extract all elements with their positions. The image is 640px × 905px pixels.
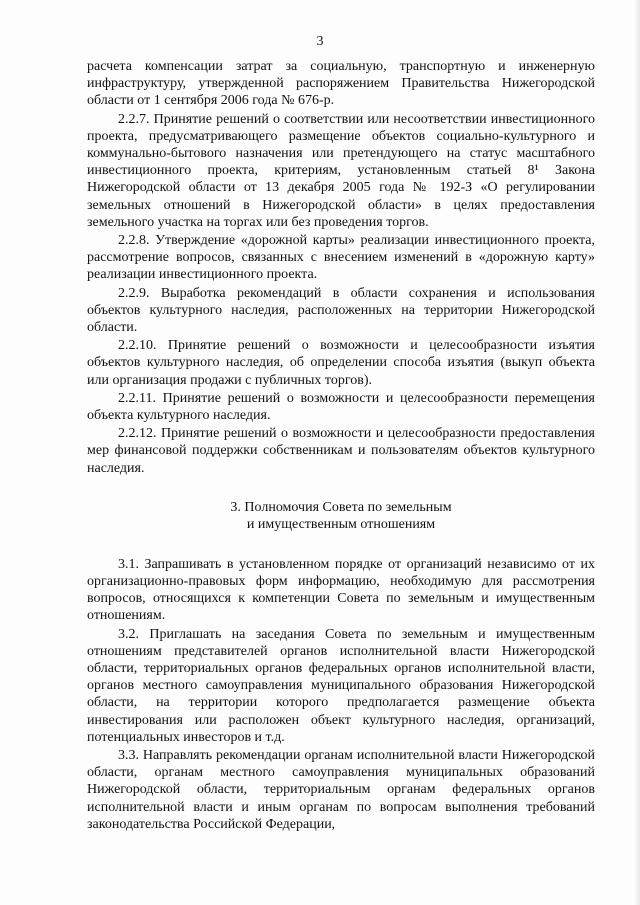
paragraph-2-2-8: 2.2.8. Утверждение «дорожной карты» реализации инвестиционного проекта, рассмотрение вопросов, связанных с внесением изменений в «дорожную карту» реализации инвестиционного проекта. bbox=[87, 233, 595, 283]
paragraph-continuation: расчета компенсации затрат за социальную, транспортную и инженерную инфраструктуру, утвержденной распоряжением Правительства Нижегородской области от 1 сентября 2006 года № 676-р. bbox=[87, 59, 595, 109]
paragraph-3-3: 3.3. Направлять рекомендации органам исполнительной власти Нижегородской области, органам местного самоуправления муниципальных образований Нижегородской области, территориальным органам федеральных органов исполнительной власти и иным органам по вопросам выполнения требований законодательства Российской Федерации, bbox=[87, 747, 595, 832]
section-heading bbox=[87, 499, 595, 534]
paragraph-2-2-7: 2.2.7. Принятие решений о соответствии или несоответствии инвестиционного проекта, предусматривающего размещение объектов социально-культурного и коммунально-бытового назначения или претендующего на статус масштабного инвестиционного проекта, критериям, установленным статьей 8¹ Закона Нижегородской области от 13 декабря 2005 года № 192-З «О регулировании земельных отношений в Нижегородской области» в целях предоставления земельного участка на торгах или без проведения торгов. bbox=[87, 111, 595, 230]
paragraph-3-1: 3.1. Запрашивать в установленном порядке от организаций независимо от их организационно-правовых форм информацию, необходимую для рассмотрения вопросов, относящихся к компетенции Совета по земельным и имущественным отношениям. bbox=[87, 556, 595, 624]
page-number: 3 bbox=[316, 34, 324, 49]
paragraph-2-2-10: 2.2.10. Принятие решений о возможности и целесообразности изъятия объектов культурного наследия, об определении способа изъятия (выкуп объекта или организация продажи с публичных торгов). bbox=[87, 338, 595, 388]
paragraph-2-2-9: 2.2.9. Выработка рекомендаций в области сохранения и использования объектов культурного наследия, расположенных на территории Нижегородской области. bbox=[87, 285, 595, 336]
paragraph-2-2-11: 2.2.11. Принятие решений о возможности и целесообразности перемещения объекта культурного наследия. bbox=[87, 390, 595, 424]
paragraph-2-2-12: 2.2.12. Принятие решений о возможности и целесообразности предоставления мер финансовой поддержки собственникам и пользователям объектов культурного наследия. bbox=[87, 426, 595, 476]
section-heading-line-2: и имущественным отношениям bbox=[246, 517, 436, 533]
document-body bbox=[87, 58, 595, 833]
paragraph-3-2: 3.2. Приглашать на заседания Совета по земельным и имущественным отношениям представителей органов исполнительной власти Нижегородской области, территориальных органов федеральных органов исполнительной власти, органов местного самоуправления муниципального образования Нижегородской области, на территории которого предполагается размещение объекта инвестирования или расположен объект культурного наследия, организаций, потенциальных инвесторов и т.д. bbox=[87, 626, 595, 745]
section-heading-line-1: 3. Полномочия Совета по земельным bbox=[230, 499, 452, 515]
scan-edge-shadow bbox=[634, 0, 640, 905]
